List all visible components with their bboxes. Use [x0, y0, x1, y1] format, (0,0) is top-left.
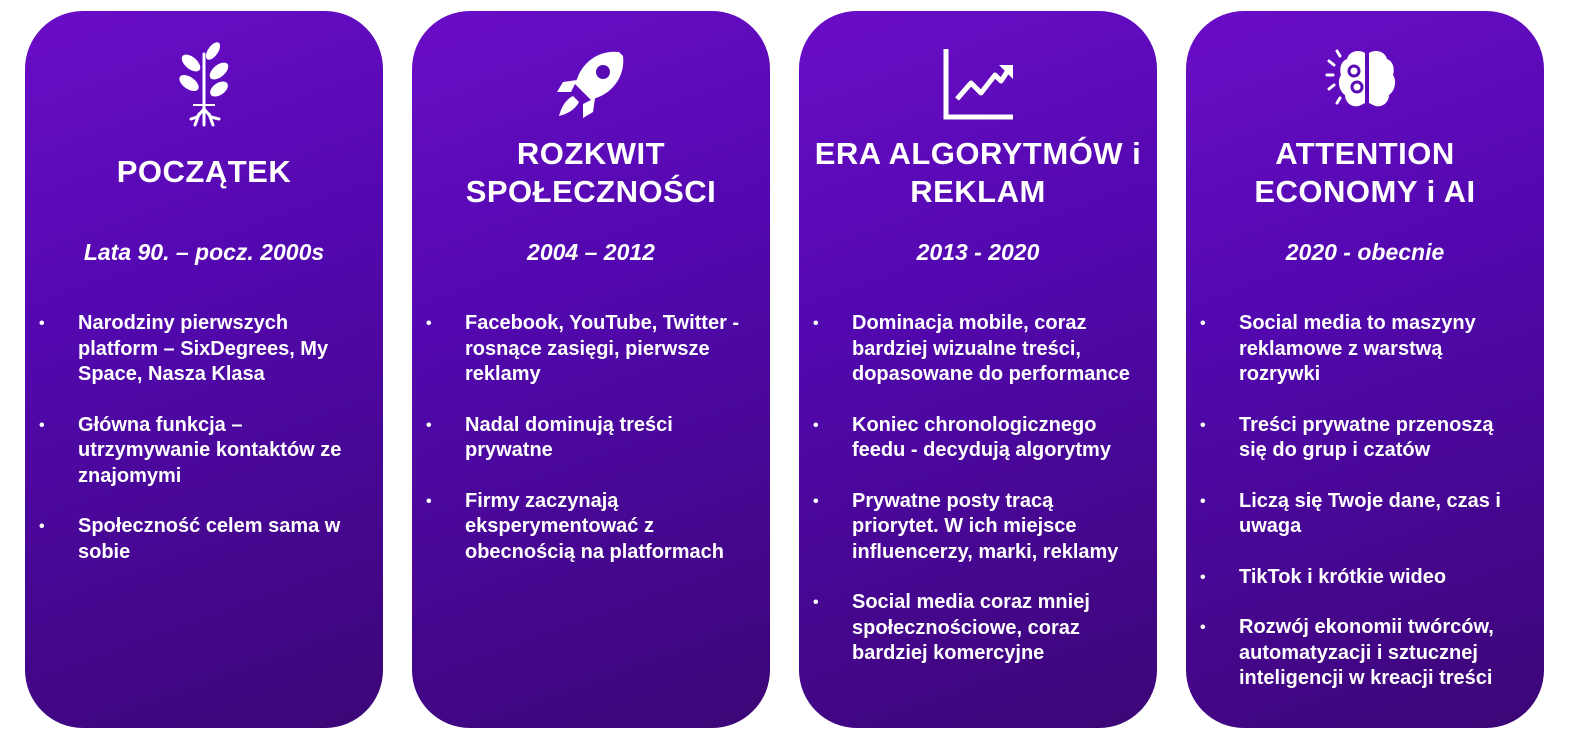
list-item: • Facebook, YouTube, Twitter - rosnące zasięgi, pierwsze reklamy	[426, 312, 740, 385]
bullet-icon: •	[1200, 315, 1206, 332]
card-title: ROZKWIT SPOŁECZNOŚCI	[465, 136, 717, 209]
bullet-icon: •	[813, 492, 819, 510]
card-poczatek	[25, 11, 383, 728]
list-item: • Social media coraz mniej społecznościowe, coraz bardziej komercyjne	[813, 591, 1090, 664]
list-item: • Nadal dominują treści prywatne	[426, 413, 673, 461]
list-item: • Social media to maszyny reklamowe z warstwą rozrywki	[1200, 312, 1476, 385]
card-period: Lata 90. – pocz. 2000s	[83, 239, 325, 265]
bullet-icon: •	[426, 315, 432, 332]
bullet-icon: •	[1200, 619, 1206, 636]
bullet-icon: •	[1200, 568, 1206, 586]
sprout-icon	[25, 39, 383, 129]
growth-chart-icon	[799, 39, 1157, 129]
list-item: • Rozwój ekonomii twórców, automatyzacji i sztucznej inteligencji w kreacji treści	[1200, 616, 1494, 689]
bullet-icon: •	[426, 492, 432, 510]
bullet-icon: •	[39, 518, 45, 535]
card-period: 2013 - 2020	[916, 239, 1040, 265]
card-title: ATTENTION ECONOMY i AI	[1254, 136, 1476, 209]
card-period: 2004 – 2012	[527, 239, 655, 265]
card-title: POCZĄTEK	[116, 154, 292, 189]
bullet-list	[1200, 311, 1526, 717]
bullet-icon: •	[813, 416, 819, 434]
bullet-icon: •	[1200, 416, 1206, 434]
bullet-list	[39, 311, 365, 590]
card-title: ERA ALGORYTMÓW i REKLAM	[814, 136, 1142, 209]
bullet-list	[813, 311, 1139, 692]
bullet-icon: •	[39, 315, 45, 332]
brain-gears-icon	[1186, 39, 1544, 129]
list-item: • Firmy zaczynają eksperymentować z obecnością na platformach	[426, 489, 724, 563]
list-item: • Społeczność celem sama w sobie	[39, 515, 341, 563]
bullet-icon: •	[1200, 492, 1206, 510]
list-item: • Treści prywatne przenoszą się do grup i czatów	[1200, 413, 1494, 461]
list-item: • Dominacja mobile, coraz bardziej wizualne treści, dopasowane do performance	[813, 312, 1130, 385]
list-item: • Prywatne posty tracą priorytet. W ich miejsce influencerzy, marki, reklamy	[813, 489, 1119, 563]
list-item: • Liczą się Twoje dane, czas i uwaga	[1200, 489, 1501, 537]
list-item: • TikTok i krótkie wideo	[1200, 565, 1526, 591]
bullet-icon: •	[39, 416, 45, 434]
bullet-icon: •	[813, 315, 819, 332]
rocket-icon	[412, 39, 770, 129]
bullet-icon: •	[813, 594, 819, 611]
card-period: 2020 - obecnie	[1285, 239, 1445, 265]
bullet-list	[426, 311, 752, 590]
card-rozkwit	[412, 11, 770, 728]
list-item: • Narodziny pierwszych platform – SixDegrees, My Space, Nasza Klasa	[39, 312, 329, 385]
card-attention-economy	[1186, 11, 1544, 728]
list-item: • Koniec chronologicznego feedu - decydują algorytmy	[813, 413, 1111, 461]
bullet-icon: •	[426, 416, 432, 434]
card-era-algorytmow	[799, 11, 1157, 728]
list-item: • Główna funkcja – utrzymywanie kontaktów ze znajomymi	[39, 413, 342, 487]
